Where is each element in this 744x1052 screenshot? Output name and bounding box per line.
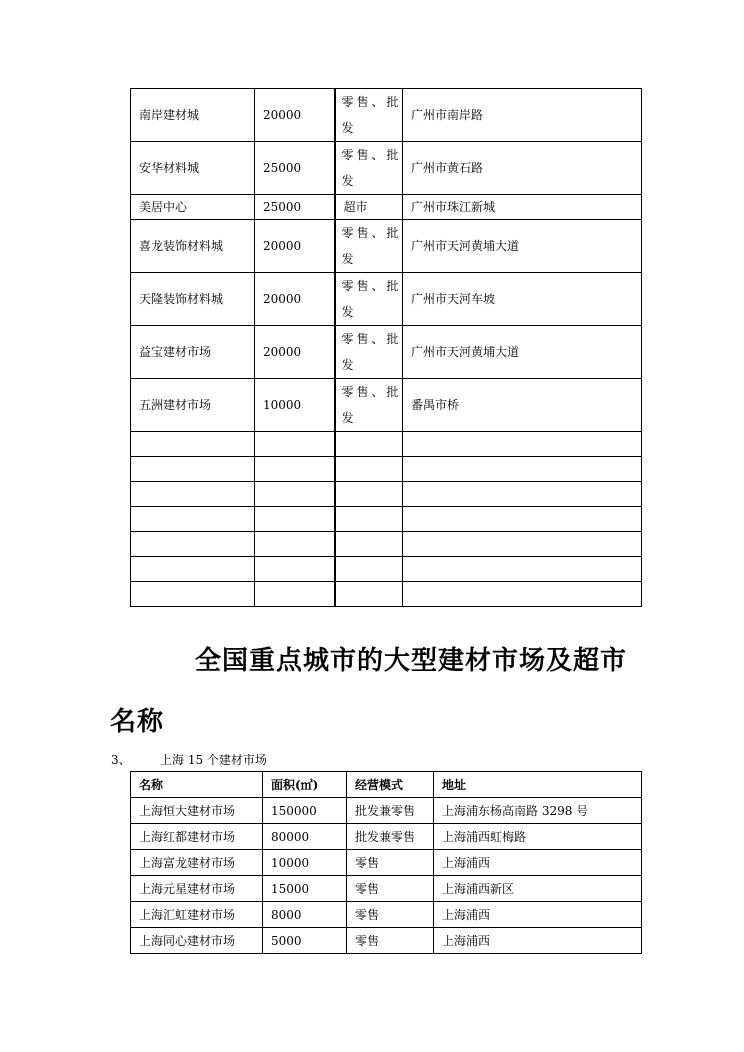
empty-row: [131, 482, 642, 507]
market-area: 25000: [255, 195, 335, 220]
market-area: 25000: [255, 142, 335, 195]
market-name: 上海同心建材市场: [131, 928, 263, 954]
column-header-mode: 经营模式: [347, 772, 434, 798]
market-name: 上海富龙建材市场: [131, 850, 263, 876]
market-mode: 批发兼零售: [347, 798, 434, 824]
market-address: 上海浦西: [434, 902, 642, 928]
market-address: 广州市黄石路: [403, 142, 642, 195]
table-row: [131, 273, 642, 326]
empty-row: [131, 557, 642, 582]
market-name: 益宝建材市场: [131, 326, 255, 379]
market-mode: 零售、批发: [335, 220, 403, 273]
market-address: 广州市南岸路: [403, 89, 642, 142]
market-address: 番禺市桥: [403, 379, 642, 432]
table-header-row: [131, 772, 642, 798]
market-mode: 零售、批发: [335, 273, 403, 326]
market-name: 上海红都建材市场: [131, 824, 263, 850]
table-row: [131, 326, 642, 379]
market-address: 上海浦西虹梅路: [434, 824, 642, 850]
table-row: [131, 195, 642, 220]
market-area: 20000: [255, 326, 335, 379]
market-address: 广州市珠江新城: [403, 195, 642, 220]
empty-row: [131, 582, 642, 607]
market-address: 广州市天河黄埔大道: [403, 220, 642, 273]
market-name: 安华材料城: [131, 142, 255, 195]
market-area: 5000: [263, 928, 347, 954]
market-area: 20000: [255, 220, 335, 273]
table-row: [131, 876, 642, 902]
table-row: [131, 824, 642, 850]
section-heading-continued: 名称: [110, 707, 165, 737]
empty-row: [131, 432, 642, 457]
market-area: 150000: [263, 798, 347, 824]
market-name: 喜龙装饰材料城: [131, 220, 255, 273]
column-header-name: 名称: [131, 772, 263, 798]
market-mode: 零售、批发: [335, 379, 403, 432]
market-area: 10000: [263, 850, 347, 876]
guangzhou-market-table: [130, 88, 642, 607]
market-area: 10000: [255, 379, 335, 432]
empty-row: [131, 457, 642, 482]
market-area: 15000: [263, 876, 347, 902]
section-title: 上海 15 个建材市场: [160, 753, 267, 767]
market-mode: 零售: [347, 928, 434, 954]
section-heading: 全国重点城市的大型建材市场及超市: [195, 646, 628, 676]
column-header-address: 地址: [434, 772, 642, 798]
market-mode: 零售、批发: [335, 326, 403, 379]
market-mode: 超市: [335, 195, 403, 220]
market-name: 南岸建材城: [131, 89, 255, 142]
market-mode: 零售: [347, 876, 434, 902]
market-area: 20000: [255, 273, 335, 326]
market-mode: 零售、批发: [335, 142, 403, 195]
table-row: [131, 902, 642, 928]
table-row: [131, 928, 642, 954]
market-mode: 零售、批发: [335, 89, 403, 142]
empty-row: [131, 532, 642, 557]
market-name: 上海恒大建材市场: [131, 798, 263, 824]
market-name: 美居中心: [131, 195, 255, 220]
table-row: [131, 798, 642, 824]
table-row: [131, 850, 642, 876]
table-row: [131, 142, 642, 195]
market-address: 上海浦西: [434, 850, 642, 876]
market-area: 80000: [263, 824, 347, 850]
market-area: 20000: [255, 89, 335, 142]
market-name: 上海元星建材市场: [131, 876, 263, 902]
section-number: 3、: [111, 753, 131, 767]
market-mode: 零售: [347, 850, 434, 876]
market-address: 广州市天河黄埔大道: [403, 326, 642, 379]
market-area: 8000: [263, 902, 347, 928]
market-name: 五洲建材市场: [131, 379, 255, 432]
market-mode: 零售: [347, 902, 434, 928]
market-name: 天隆装饰材料城: [131, 273, 255, 326]
table-row: [131, 220, 642, 273]
market-name: 上海汇虹建材市场: [131, 902, 263, 928]
market-address: 广州市天河车坡: [403, 273, 642, 326]
empty-row: [131, 507, 642, 532]
column-header-area: 面积(㎡): [263, 772, 347, 798]
market-address: 上海浦东杨高南路 3298 号: [434, 798, 642, 824]
table-row: [131, 89, 642, 142]
table-row: [131, 379, 642, 432]
shanghai-market-table: [130, 771, 642, 954]
market-mode: 批发兼零售: [347, 824, 434, 850]
market-address: 上海浦西: [434, 928, 642, 954]
market-address: 上海浦西新区: [434, 876, 642, 902]
